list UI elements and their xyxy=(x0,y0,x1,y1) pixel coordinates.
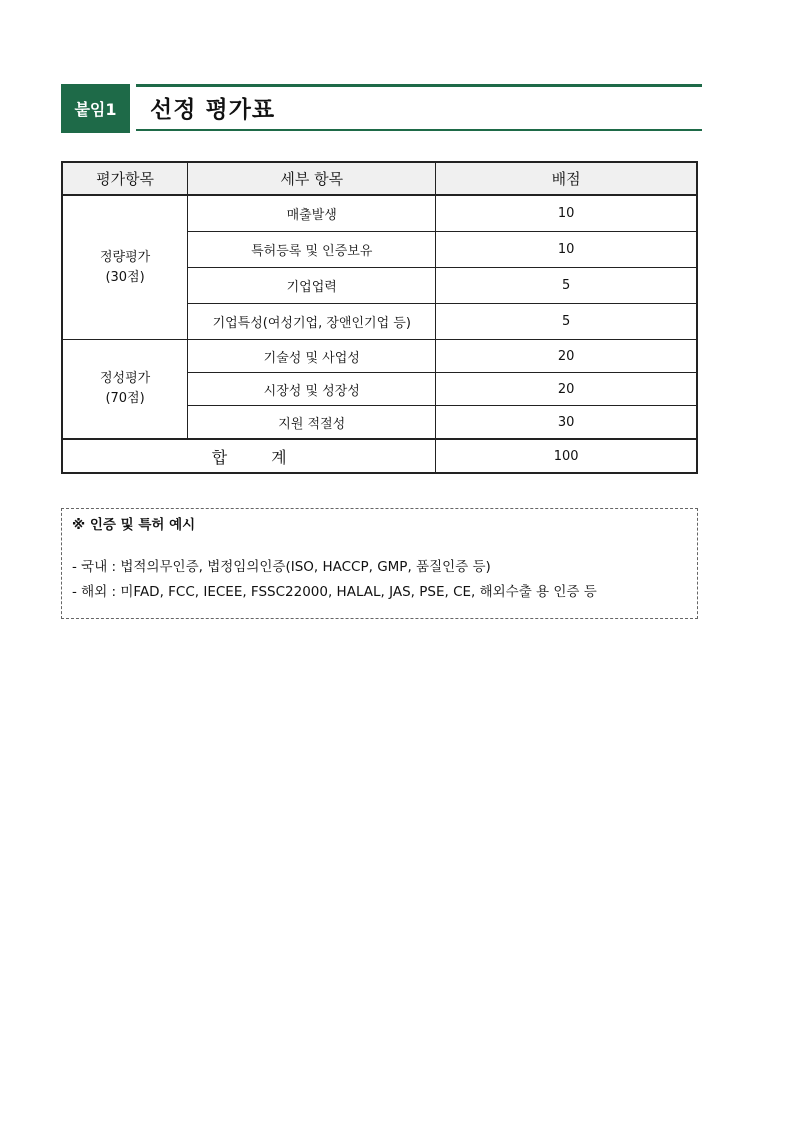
section-header xyxy=(61,84,702,133)
total-label-part: 계 xyxy=(271,447,287,467)
table-header-row xyxy=(62,162,697,195)
item-cell: 기업업력 xyxy=(188,268,436,304)
note-line-domestic: - 국내 : 법적의무인증, 법정임의인증(ISO, HACCP, GMP, 품질인증 등) xyxy=(72,559,491,575)
total-score: 100 xyxy=(436,439,697,473)
column-header: 세부 항목 xyxy=(188,162,436,195)
total-label xyxy=(62,439,436,473)
item-cell: 기술성 및 사업성 xyxy=(188,340,436,373)
item-cell: 시장성 및 성장성 xyxy=(188,373,436,406)
title-block xyxy=(136,84,702,133)
category-label: 정량평가 xyxy=(99,249,151,265)
item-cell: 지원 적절성 xyxy=(188,406,436,440)
note-line-overseas: - 해외 : 미FAD, FCC, IECEE, FSSC22000, HALAL, JAS, PSE, CE, 해외수출 용 인증 등 xyxy=(72,584,597,600)
note-title: ※ 인증 및 특허 예시 xyxy=(72,517,196,533)
attachment-badge: 붙임1 xyxy=(61,84,130,133)
table-row xyxy=(62,195,697,232)
column-header: 평가항목 xyxy=(62,162,188,195)
score-cell: 5 xyxy=(436,268,697,304)
score-cell: 10 xyxy=(436,232,697,268)
category-cell xyxy=(62,195,188,340)
table-row xyxy=(62,340,697,373)
column-header: 배점 xyxy=(436,162,697,195)
score-cell: 20 xyxy=(436,340,697,373)
title-rule-bottom xyxy=(136,129,702,131)
total-row xyxy=(62,439,697,473)
score-cell: 10 xyxy=(436,195,697,232)
page-title: 선정 평가표 xyxy=(150,97,276,123)
category-label: 정성평가 xyxy=(99,371,151,386)
category-subtotal: (70점) xyxy=(105,391,145,406)
title-rule-top xyxy=(136,84,702,87)
category-subtotal: (30점) xyxy=(105,269,145,285)
item-cell: 매출발생 xyxy=(188,195,436,232)
score-cell: 20 xyxy=(436,373,697,406)
total-label-part: 합 xyxy=(211,447,228,467)
category-cell xyxy=(62,340,188,440)
item-cell: 기업특성(여성기업, 장앤인기업 등) xyxy=(188,304,436,340)
item-cell: 특허등록 및 인증보유 xyxy=(188,232,436,268)
score-cell: 30 xyxy=(436,406,697,440)
evaluation-table xyxy=(61,161,698,474)
certification-note-box xyxy=(61,508,698,619)
score-cell: 5 xyxy=(436,304,697,340)
